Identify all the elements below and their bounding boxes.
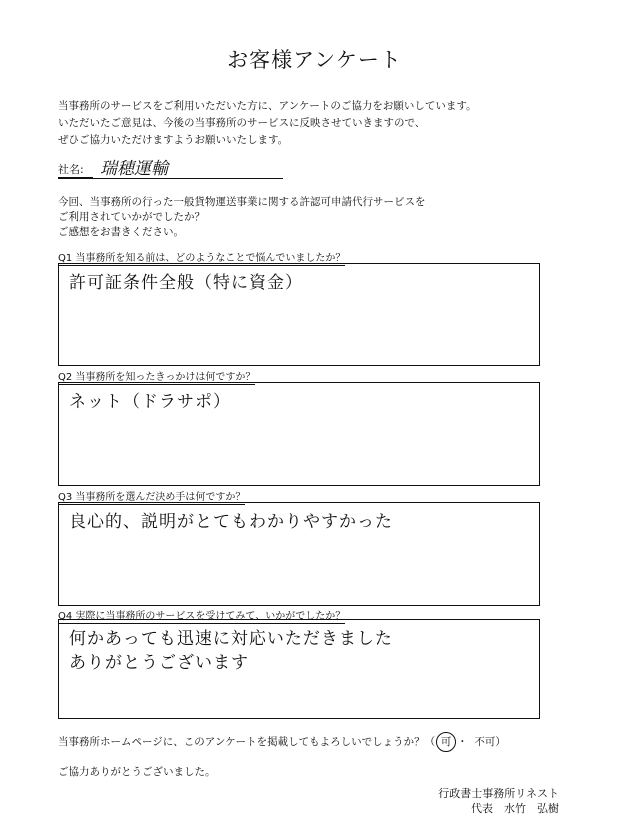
intro-line-2: いただいたご意見は、今後の当事務所のサービスに反映させていきますので、 bbox=[58, 117, 426, 129]
option-yes-circled: 可 bbox=[436, 732, 456, 752]
question-line-3: ご感想をお書きください。 bbox=[58, 226, 184, 238]
question-line-1: 今回、当事務所の行った一般貨物運送事業に関する許認可申請代行サービスを bbox=[58, 196, 426, 208]
office-name: 行政書士事務所リネスト bbox=[438, 787, 559, 800]
q2-answer: ネット（ドラサポ） bbox=[69, 392, 231, 412]
q4-label: Q4 実際に当事務所のサービスを受けてみて、いかがでしたか？ bbox=[58, 611, 346, 622]
company-name-handwritten: 瑞穂運輸 bbox=[100, 159, 168, 179]
thanks-text: ご協力ありがとうございました。 bbox=[58, 766, 216, 778]
permission-question: 当事務所ホームページに、このアンケートを掲載してもよろしいでしょうか？（ 可 ・ 不可） bbox=[58, 732, 506, 752]
q1-answer-box bbox=[58, 263, 540, 366]
q1-answer: 許可証条件全般（特に資金） bbox=[69, 273, 303, 293]
survey-title: お客様アンケート bbox=[227, 48, 402, 72]
q4-answer-line-1: 何かあっても迅速に対応いただきました bbox=[69, 629, 393, 649]
office-signature bbox=[438, 786, 559, 816]
q4-answer-line-2: ありがとうございます bbox=[69, 653, 249, 673]
company-underline bbox=[58, 178, 283, 179]
intro-line-1: 当事務所のサービスをご利用いただいた方に、アンケートのご協力をお願いしています。 bbox=[58, 100, 477, 112]
q2-answer-box bbox=[58, 382, 540, 486]
question-line-2: ご利用されていかがでしたか？ bbox=[58, 211, 205, 223]
office-representative: 代表 水竹 弘樹 bbox=[471, 802, 559, 815]
option-no: 不可） bbox=[474, 736, 506, 748]
intro-line-3: ぜひご協力いただけますようお願いいたします。 bbox=[58, 134, 289, 146]
q2-label: Q2 当事務所を知ったきっかけは何ですか？ bbox=[58, 372, 256, 383]
q4-answer-box bbox=[58, 619, 540, 719]
q1-label: Q1 当事務所を知る前は、どのようなことで悩んでいましたか？ bbox=[58, 253, 346, 264]
q3-label: Q3 当事務所を選んだ決め手は何ですか？ bbox=[58, 492, 246, 503]
q3-answer-box bbox=[58, 502, 540, 606]
q3-answer: 良心的、説明がとてもわかりやすかった bbox=[69, 512, 393, 532]
company-label: 社名: bbox=[58, 161, 93, 178]
